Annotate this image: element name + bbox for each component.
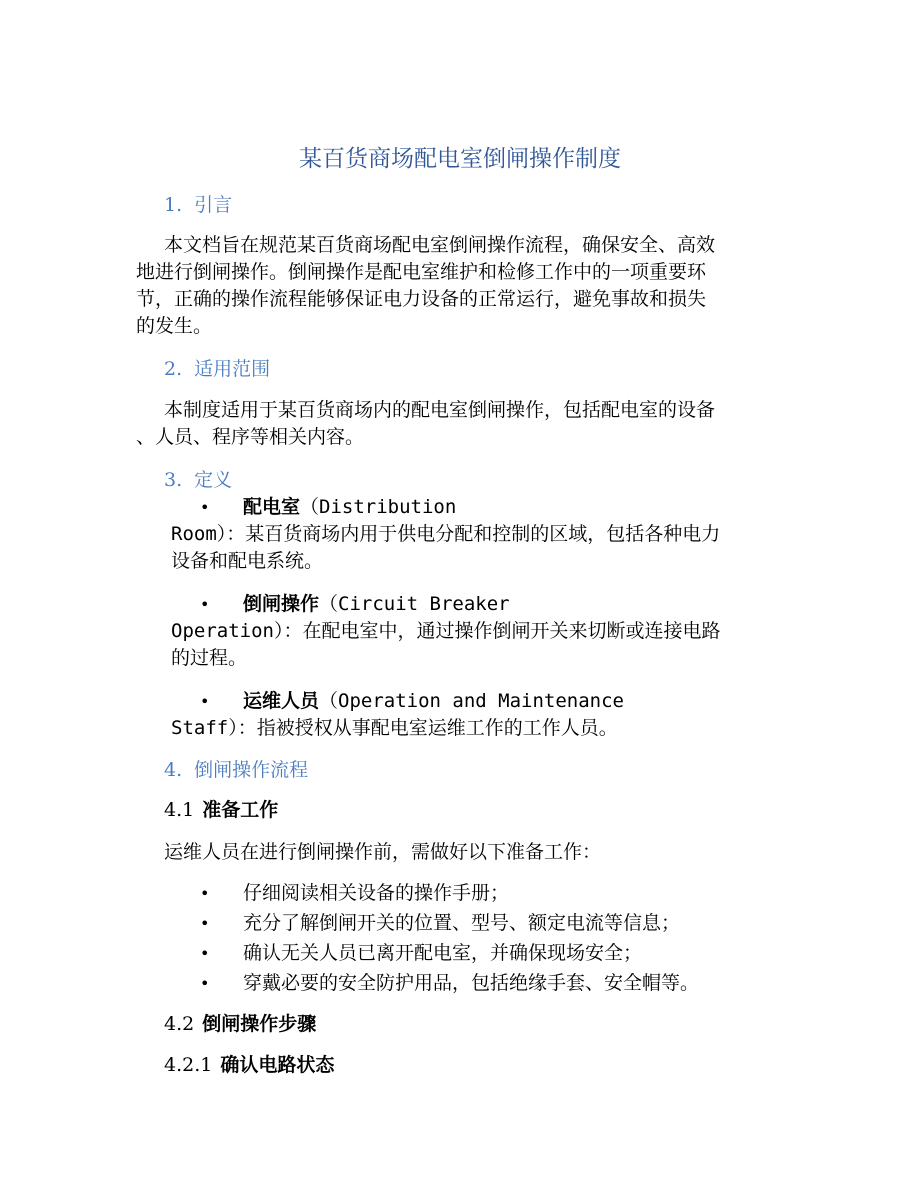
- list-item: 充分了解倒闸开关的位置、型号、额定电流等信息；: [243, 912, 681, 934]
- list-bullet: •: [200, 914, 210, 933]
- paragraph-line: 节，正确的操作流程能够保证电力设备的正常运行，避免事故和损失: [136, 288, 707, 310]
- list-bullet: •: [200, 884, 210, 903]
- definition-term-line: [243, 591, 510, 618]
- subsection-number: 4.2.1: [164, 1054, 213, 1076]
- section-number: 4.: [164, 759, 183, 781]
- definition-english: Operation）: [171, 620, 284, 642]
- definition-english: Staff）: [171, 717, 238, 739]
- subsection-number: 4.1: [164, 799, 195, 821]
- definition-term-line: [243, 688, 624, 715]
- section-heading-introduction: [164, 192, 232, 218]
- section-number: 2.: [164, 358, 183, 380]
- definition-body-line: [171, 618, 720, 645]
- subsection-label: 倒闸操作步骤: [202, 1013, 317, 1035]
- section-label: 适用范围: [194, 358, 271, 380]
- definition-text: ：在配电室中，通过操作倒闸开关来切断或连接电路: [283, 620, 721, 642]
- subsection-heading-steps: [164, 1011, 316, 1038]
- definition-english: Room）: [171, 523, 227, 545]
- subsection-label: 准备工作: [202, 799, 279, 821]
- definition-text: ：某百货商场内用于供电分配和控制的区域，包括各种电力: [226, 523, 721, 545]
- section-label: 定义: [194, 469, 233, 491]
- page-title: 某百货商场配电室倒闸操作制度: [299, 146, 621, 172]
- definition-body-line: [171, 521, 720, 548]
- section-heading-scope: [164, 356, 270, 382]
- definition-term: 倒闸操作: [243, 593, 320, 615]
- section-heading-definitions: [164, 467, 232, 493]
- subsection-heading-confirm-circuit: [164, 1052, 334, 1079]
- paragraph-line: 、人员、程序等相关内容。: [136, 426, 365, 448]
- subsection-number: 4.2: [164, 1013, 195, 1035]
- section-number: 3.: [164, 469, 183, 491]
- section-number: 1.: [164, 194, 183, 216]
- paragraph-line: 运维人员在进行倒闸操作前，需做好以下准备工作：: [164, 841, 602, 863]
- definition-text: ：指被授权从事配电室运维工作的工作人员。: [237, 717, 618, 739]
- definition-body-line: 设备和配电系统。: [171, 550, 324, 572]
- definition-english: （Distribution: [300, 496, 457, 518]
- subsection-heading-preparation: [164, 797, 278, 824]
- definition-english: （Circuit Breaker: [319, 593, 510, 615]
- definition-body-line: [171, 715, 618, 742]
- section-heading-procedure: [164, 757, 308, 783]
- paragraph-line: 的发生。: [136, 315, 213, 337]
- list-item: 确认无关人员已离开配电室，并确保现场安全；: [243, 942, 643, 964]
- definition-term: 配电室: [243, 496, 301, 518]
- list-item: 穿戴必要的安全防护用品，包括绝缘手套、安全帽等。: [243, 972, 700, 994]
- paragraph-line: 本制度适用于某百货商场内的配电室倒闸操作，包括配电室的设备: [164, 399, 716, 421]
- list-bullet: •: [200, 944, 210, 963]
- paragraph-line: 本文档旨在规范某百货商场配电室倒闸操作流程，确保安全、高效: [164, 234, 716, 256]
- definition-bullet: •: [200, 595, 210, 614]
- definition-bullet: •: [200, 498, 210, 517]
- definition-body-line: 的过程。: [171, 647, 248, 669]
- section-label: 引言: [194, 194, 233, 216]
- list-bullet: •: [200, 974, 210, 993]
- definition-bullet: •: [200, 692, 210, 711]
- definition-term: 运维人员: [243, 690, 320, 712]
- subsection-label: 确认电路状态: [220, 1054, 335, 1076]
- paragraph-line: 地进行倒闸操作。倒闸操作是配电室维护和检修工作中的一项重要环: [136, 261, 707, 283]
- section-label: 倒闸操作流程: [194, 759, 309, 781]
- definition-english: （Operation and Maintenance: [319, 690, 624, 712]
- definition-term-line: [243, 494, 456, 521]
- list-item: 仔细阅读相关设备的操作手册；: [243, 882, 510, 904]
